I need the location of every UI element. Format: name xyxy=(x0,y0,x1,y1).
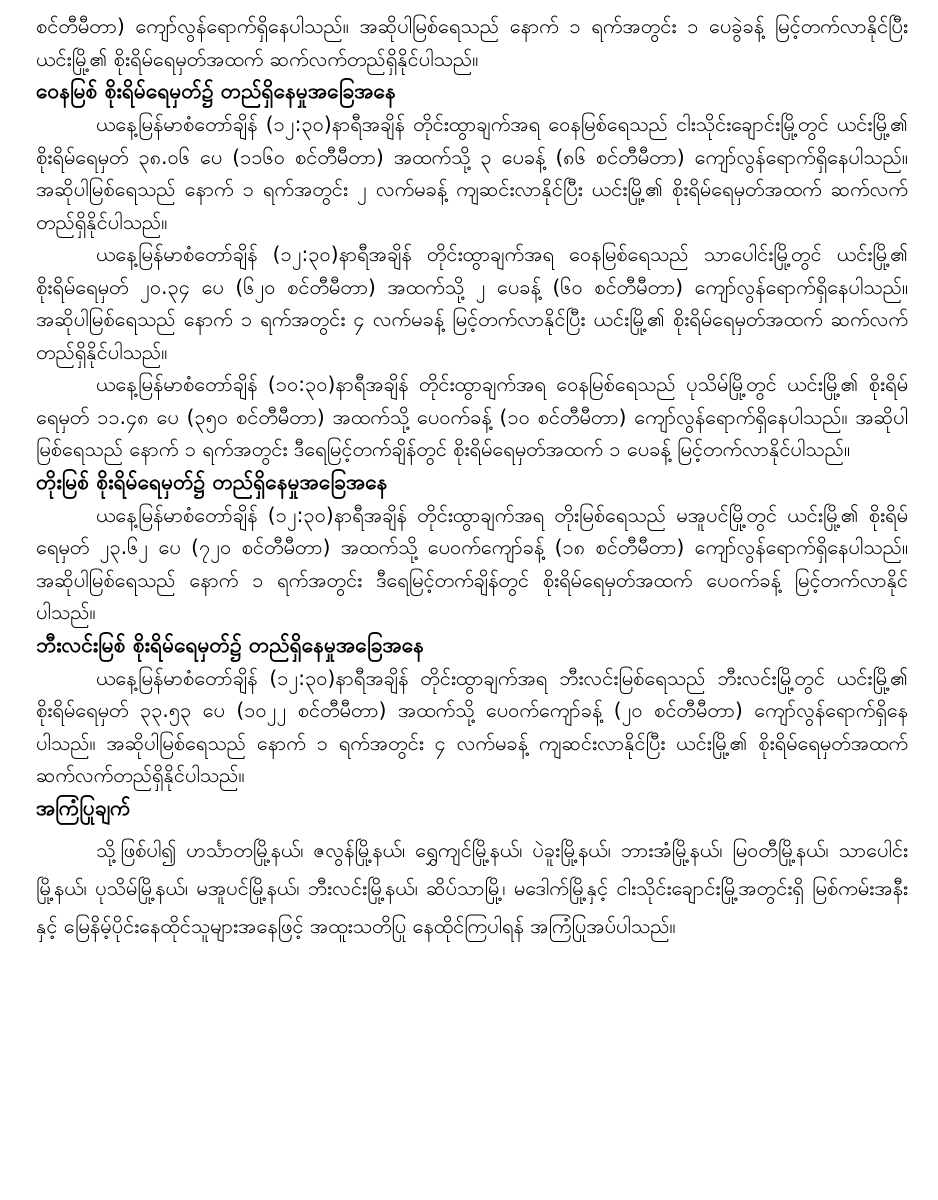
paragraph-ngathaingchaung: ယနေ့မြန်မာစံတော်ချိန် (၁၂:၃၀)နာရီအချိန် တိုင်းထွာချက်အရ ဝေနမြစ်ရေသည် ငါးသိုင်းချောင်းမြို့တွင် ယင်းမြို့၏ စိုးရိမ်ရေမှတ် ၃၈.၀၆ ပေ (၁၁၆၀ စင်တီမီတာ) အထက်သို့ ၃ ပေခန့် (၈၆ စင်တီမီတာ) ကျော်လွန်ရောက်ရှိနေပါသည်။ အဆိုပါမြစ်ရေသည် နောက် ၁ ရက်အတွင်း ၂ လက်မခန့် ကျဆင်းလာနိုင်ပြီး ယင်းမြို့၏ စိုးရိမ်ရေမှတ်အထက် ဆက်လက်တည်ရှိနိုင်ပါသည်။ xyxy=(36,112,908,234)
section-heading-waina: ဝေနမြစ် စိုးရိမ်ရေမှတ်၌ တည်ရှိနေမှုအခြေအနေ xyxy=(36,79,396,103)
intro-paragraph: စင်တီမီတာ) ကျော်လွန်ရောက်ရှိနေပါသည်။ အဆိုပါမြစ်ရေသည် နောက် ၁ ရက်အတွင်း ၁ ပေခွဲခန့် မြင့်တက်လာနိုင်ပြီး ယင်းမြို့၏ စိုးရိမ်ရေမှတ်အထက် ဆက်လက်တည်ရှိနိုင်ပါသည်။ xyxy=(36,14,908,71)
paragraph-thabaung: ယနေ့မြန်မာစံတော်ချိန် (၁၂:၃၀)နာရီအချိန် တိုင်းထွာချက်အရ ဝေနမြစ်ရေသည် သာပေါင်းမြို့တွင် ယင်းမြို့၏ စိုးရိမ်ရေမှတ် ၂၀.၃၄ ပေ (၆၂၀ စင်တီမီတာ) အထက်သို့ ၂ ပေခန့် (၆၀ စင်တီမီတာ) ကျော်လွန်ရောက်ရှိနေပါသည်။ အဆိုပါမြစ်ရေသည် နောက် ၁ ရက်အတွင်း ၄ လက်မခန့် မြင့်တက်လာနိုင်ပြီး ယင်းမြို့၏ စိုးရိမ်ရေမှတ်အထက် ဆက်လက်တည်ရှိနိုင်ပါသည်။ xyxy=(36,242,908,364)
section-heading-bilin: ဘီးလင်းမြစ် စိုးရိမ်ရေမှတ်၌ တည်ရှိနေမှုအခြေအနေ xyxy=(36,632,424,657)
advice-heading: အကြံပြုချက် xyxy=(36,795,131,820)
paragraph-maubin: ယနေ့မြန်မာစံတော်ချိန် (၁၂:၃၀)နာရီအချိန် တိုင်းထွာချက်အရ တိုးမြစ်ရေသည် မအူပင်မြို့တွင် ယင်းမြို့၏ စိုးရိမ်ရေမှတ် ၂၃.၆၂ ပေ (၇၂၀ စင်တီမီတာ) အထက်သို့ ပေဝက်ကျော်ခန့် (၁၈ စင်တီမီတာ) ကျော်လွန်ရောက်ရှိနေပါသည်။ အဆိုပါမြစ်ရေသည် နောက် ၁ ရက်အတွင်း ဒီရေမြင့်တက်ချိန်တွင် စိုးရိမ်ရေမှတ်အထက် ပေဝက်ခန့် မြင့်တက်လာနိုင်ပါသည်။ xyxy=(36,502,908,624)
paragraph-pathein: ယနေ့မြန်မာစံတော်ချိန် (၁၀:၃၀)နာရီအချိန် တိုင်းထွာချက်အရ ဝေနမြစ်ရေသည် ပုသိမ်မြို့တွင် ယင်းမြို့၏ စိုးရိမ်ရေမှတ် ၁၁.၄၈ ပေ (၃၅၀ စင်တီမီတာ) အထက်သို့ ပေဝက်ခန့် (၁၀ စင်တီမီတာ) ကျော်လွန်ရောက်ရှိနေပါသည်။ အဆိုပါမြစ်ရေသည် နောက် ၁ ရက်အတွင်း ဒီရေမြင့်တက်ချိန်တွင် စိုးရိမ်ရေမှတ်အထက် ၁ ပေခန့် မြင့်တက်လာနိုင်ပါသည်။ xyxy=(36,372,908,461)
advice-paragraph: သို့ဖြစ်ပါ၍ ဟင်္သာတမြို့နယ်၊ ဇလွန်မြို့နယ်၊ ရွှေကျင်မြို့နယ်၊ ပဲခူးမြို့နယ်၊ ဘားအံမြို့နယ်၊ မြဝတီမြို့နယ်၊ သာပေါင်းမြို့နယ်၊ ပုသိမ်မြို့နယ်၊ မအူပင်မြို့နယ်၊ ဘီးလင်းမြို့နယ်၊ ဆိပ်သာမြို့၊ မဒေါက်မြို့နှင့် ငါးသိုင်းချောင်းမြို့အတွင်းရှိ မြစ်ကမ်းအနီးနှင့် မြေနိမ့်ပိုင်းနေထိုင်သူများအနေဖြင့် အထူးသတိပြု နေထိုင်ကြပါရန် အကြံပြုအပ်ပါသည်။ xyxy=(36,837,908,938)
section-heading-toe: တိုးမြစ် စိုးရိမ်ရေမှတ်၌ တည်ရှိနေမှုအခြေအနေ xyxy=(36,469,388,494)
paragraph-bilin: ယနေ့မြန်မာစံတော်ချိန် (၁၂:၃၀)နာရီအချိန် တိုင်းထွာချက်အရ ဘီးလင်းမြစ်ရေသည် ဘီးလင်းမြို့တွင် ယင်းမြို့၏ စိုးရိမ်ရေမှတ် ၃၃.၅၃ ပေ (၁၀၂၂ စင်တီမီတာ) အထက်သို့ ပေဝက်ကျော်ခန့် (၂၀ စင်တီမီတာ) ကျော်လွန်ရောက်ရှိနေပါသည်။ အဆိုပါမြစ်ရေသည် နောက် ၁ ရက်အတွင်း ၄ လက်မခန့် ကျဆင်းလာနိုင်ပြီး ယင်းမြို့၏ စိုးရိမ်ရေမှတ်အထက် ဆက်လက်တည်ရှိနိုင်ပါသည်။ xyxy=(36,665,908,787)
